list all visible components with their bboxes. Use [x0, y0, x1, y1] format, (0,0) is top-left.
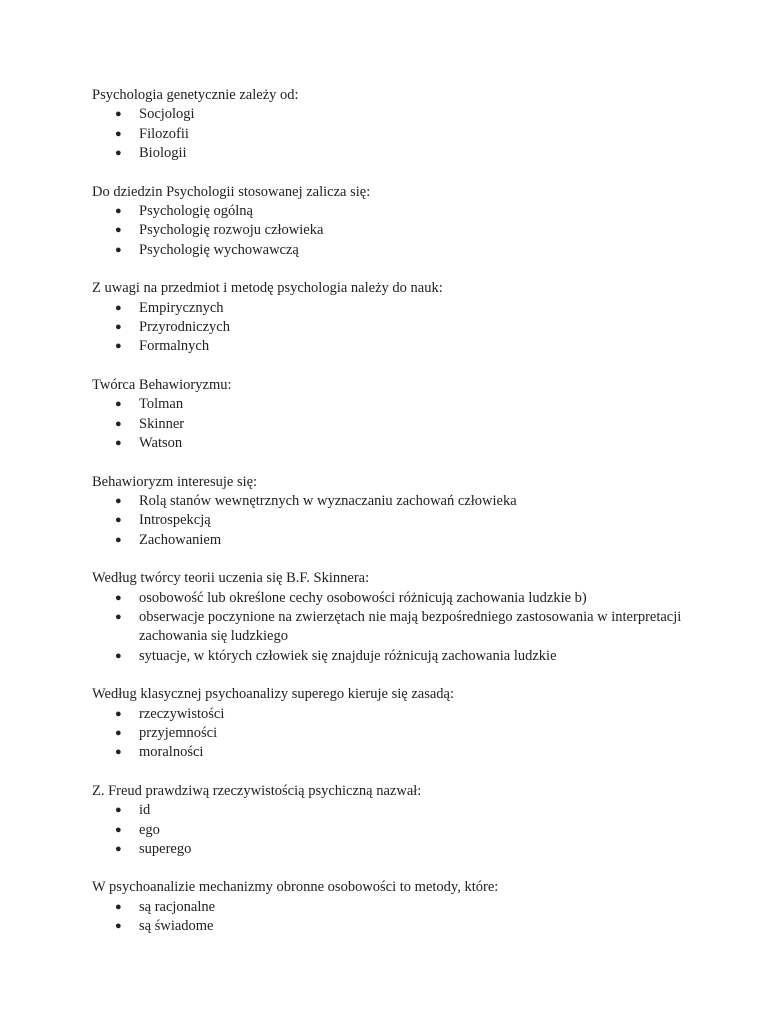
- question-text: Psychologia genetycznie zależy od:: [92, 87, 299, 103]
- option-text: osobowość lub określone cechy osobowości różnicują zachowania ludzkie b): [139, 589, 587, 606]
- bullet-icon: ●: [115, 301, 122, 314]
- question-text: Twórca Behawioryzmu:: [92, 376, 232, 393]
- bullet-icon: ●: [115, 591, 122, 604]
- option-text: są racjonalne: [139, 898, 216, 915]
- question-block: [92, 473, 692, 551]
- bullet-icon: ●: [115, 127, 122, 140]
- question-text: Według twórcy teorii uczenia się B.F. Skinnera:: [92, 570, 370, 587]
- option-text: Watson: [139, 435, 183, 452]
- option-item: [92, 589, 692, 608]
- option-list: [92, 105, 692, 163]
- option-text: id: [139, 802, 151, 819]
- bullet-icon: ●: [115, 108, 122, 121]
- bullet-icon: ●: [115, 746, 122, 759]
- option-text: Filozofii: [139, 125, 189, 142]
- option-item: [92, 415, 692, 434]
- option-item: [92, 318, 692, 337]
- option-text: Zachowaniem: [139, 531, 222, 548]
- option-item: [92, 743, 692, 762]
- question-text: Z. Freud prawdziwą rzeczywistością psychiczną nazwał:: [92, 782, 422, 799]
- question-text: Według klasycznej psychoanalizy superego kieruje się zasadą:: [92, 686, 454, 703]
- option-text: ego: [139, 821, 160, 838]
- bullet-icon: ●: [115, 224, 122, 237]
- option-item: [92, 434, 692, 453]
- option-item: [92, 801, 692, 820]
- option-item: [92, 125, 692, 144]
- bullet-icon: ●: [115, 437, 122, 450]
- option-text: Tolman: [139, 396, 184, 413]
- option-item: [92, 299, 692, 318]
- bullet-icon: ●: [115, 843, 122, 855]
- option-item: [92, 337, 692, 356]
- option-list: [92, 202, 692, 260]
- option-text: Introspekcją: [139, 512, 211, 529]
- option-text: sytuacje, w których człowiek się znajduje różnicują zachowania ludzkie: [139, 647, 557, 664]
- option-text: rzeczywistości: [139, 705, 225, 722]
- bullet-icon: ●: [115, 417, 122, 430]
- option-text: Formalnych: [139, 338, 210, 355]
- bullet-icon: ●: [115, 398, 122, 411]
- option-text: Psychologię wychowawczą: [139, 241, 299, 258]
- option-text: przyjemności: [139, 724, 218, 741]
- bullet-icon: ●: [115, 533, 122, 546]
- bullet-icon: ●: [115, 707, 122, 720]
- option-text: Rolą stanów wewnętrznych w wyznaczaniu zachowań człowieka: [139, 492, 517, 509]
- option-item: [92, 647, 692, 666]
- question-block: [92, 782, 692, 860]
- option-text: moralności: [139, 744, 204, 761]
- question-text: Z uwagi na przedmiot i metodę psychologia należy do nauk:: [92, 280, 443, 297]
- bullet-icon: ●: [115, 726, 122, 739]
- question-text: Do dziedzin Psychologii stosowanej zalicza się:: [92, 183, 371, 200]
- option-text: superego: [139, 841, 192, 857]
- bullet-icon: ●: [115, 610, 122, 623]
- question-text: Behawioryzm interesuje się:: [92, 473, 258, 490]
- option-list: [92, 395, 692, 453]
- bullet-icon: ●: [115, 340, 122, 353]
- bullet-icon: ●: [115, 321, 122, 334]
- question-block: [92, 569, 692, 666]
- bullet-icon: ●: [115, 514, 122, 527]
- option-item: [92, 202, 692, 221]
- question-block: [92, 86, 692, 164]
- bullet-icon: ●: [115, 804, 122, 817]
- question-text: W psychoanalizie mechanizmy obronne osobowości to metody, które:: [92, 879, 499, 896]
- option-text: Socjologi: [139, 106, 195, 123]
- option-item: [92, 144, 692, 163]
- option-text: Psychologię ogólną: [139, 203, 253, 220]
- question-block: [92, 183, 692, 261]
- question-block: [92, 878, 692, 936]
- option-item: [92, 608, 692, 647]
- option-item: [92, 241, 692, 260]
- option-item: [92, 395, 692, 414]
- option-text: Przyrodniczych: [139, 319, 230, 336]
- option-text: Skinner: [139, 415, 185, 432]
- option-item: [92, 492, 692, 511]
- question-block: [92, 279, 692, 357]
- bullet-icon: ●: [115, 205, 122, 218]
- bullet-icon: ●: [115, 649, 122, 662]
- bullet-icon: ●: [115, 494, 122, 507]
- question-list: [92, 86, 692, 956]
- option-text: Biologii: [139, 145, 187, 162]
- option-list: [92, 299, 692, 357]
- option-text: Psychologię rozwoju człowieka: [139, 222, 324, 239]
- bullet-icon: ●: [115, 823, 122, 836]
- option-list: [92, 589, 692, 667]
- option-item: [92, 724, 692, 743]
- question-block: [92, 376, 692, 454]
- option-list: [92, 705, 692, 763]
- option-text: Empirycznych: [139, 299, 224, 316]
- bullet-icon: ●: [115, 147, 122, 160]
- option-item: [92, 917, 692, 936]
- question-block: [92, 685, 692, 763]
- bullet-icon: ●: [115, 243, 122, 256]
- option-list: [92, 898, 692, 937]
- option-text: są świadome: [139, 918, 214, 935]
- option-item: [92, 531, 692, 550]
- option-item: [92, 105, 692, 124]
- option-item: [92, 705, 692, 724]
- option-list: [92, 801, 692, 859]
- option-item: [92, 840, 692, 859]
- option-item: [92, 898, 692, 917]
- bullet-icon: ●: [115, 920, 122, 933]
- option-item: [92, 511, 692, 530]
- option-list: [92, 492, 692, 550]
- option-item: [92, 221, 692, 240]
- option-text: obserwacje poczynione na zwierzętach nie mają bezpośredniego zastosowania w interpretacji zachowania się ludzkiego: [139, 608, 682, 645]
- bullet-icon: ●: [115, 900, 122, 913]
- option-item: [92, 821, 692, 840]
